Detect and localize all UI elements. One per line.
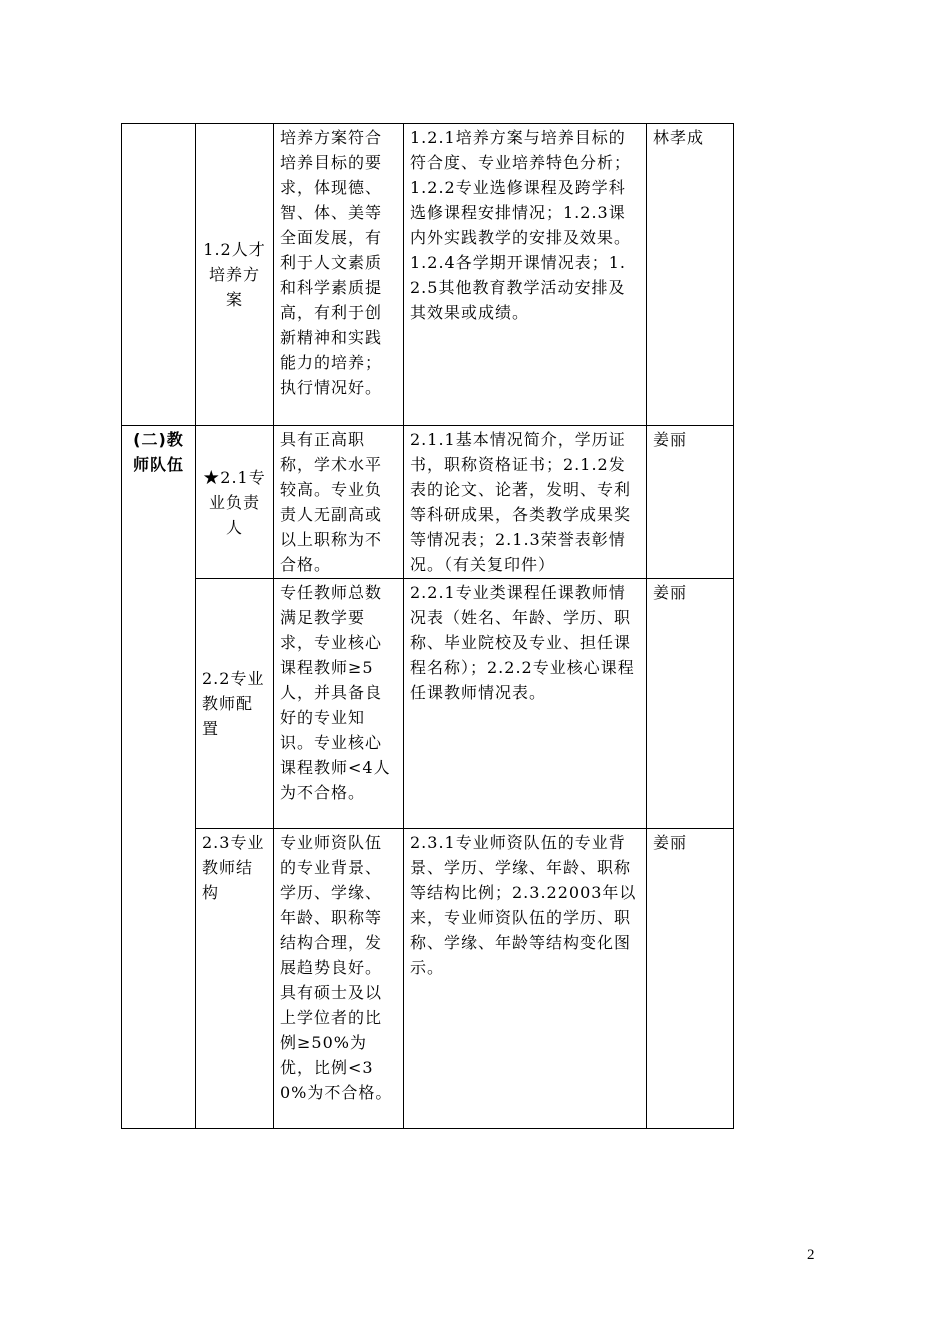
person-cell: 姜丽 <box>647 579 734 829</box>
person-cell: 林孝成 <box>647 124 734 426</box>
table-row <box>122 579 734 829</box>
standard-cell: 专任教师总数满足教学要求，专业核心课程教师≥5人，并具备良好的专业知识。专业核心课程教师<4人为不合格。 <box>274 579 404 829</box>
materials-cell: 1.2.1培养方案与培养目标的符合度、专业培养特色分析；1.2.2专业选修课程及跨学科选修课程安排情况；1.2.3课内外实践教学的安排及效果。1.2.4各学期开课情况表；1.2.5其他教育教学活动安排及其效果或成绩。 <box>404 124 647 426</box>
category-cell: (二)教师队伍 <box>122 426 196 1129</box>
item-cell: 2.2专业教师配置 <box>196 579 274 829</box>
person-cell: 姜丽 <box>647 426 734 579</box>
table-row <box>122 426 734 579</box>
item-cell: 2.3专业教师结构 <box>196 829 274 1129</box>
materials-cell: 2.3.1专业师资队伍的专业背景、学历、学缘、年龄、职称等结构比例；2.3.22003年以来，专业师资队伍的学历、职称、学缘、年龄等结构变化图示。 <box>404 829 647 1129</box>
item-cell: ★2.1专业负责人 <box>196 426 274 579</box>
standard-cell: 具有正高职称，学术水平较高。专业负责人无副高或以上职称为不合格。 <box>274 426 404 579</box>
table-row <box>122 829 734 1129</box>
table-row <box>122 124 734 426</box>
materials-cell: 2.2.1专业类课程任课教师情况表（姓名、年龄、学历、职称、毕业院校及专业、担任课程名称）；2.2.2专业核心课程任课教师情况表。 <box>404 579 647 829</box>
category-cell <box>122 124 196 426</box>
standard-cell: 专业师资队伍的专业背景、学历、学缘、年龄、职称等结构合理，发展趋势良好。具有硕士及以上学位者的比例≥50%为优，比例<30%为不合格。 <box>274 829 404 1129</box>
standard-cell: 培养方案符合培养目标的要求，体现德、智、体、美等全面发展，有利于人文素质和科学素质提高，有利于创新精神和实践能力的培养；执行情况好。 <box>274 124 404 426</box>
person-cell: 姜丽 <box>647 829 734 1129</box>
materials-cell: 2.1.1基本情况简介，学历证书，职称资格证书；2.1.2发表的论文、论著，发明、专利等科研成果，各类教学成果奖等情况表；2.1.3荣誉表彰情况。（有关复印件） <box>404 426 647 579</box>
page-number: 2 <box>807 1247 815 1263</box>
item-cell: 1.2人才培养方案 <box>196 124 274 426</box>
evaluation-table <box>121 123 734 1129</box>
